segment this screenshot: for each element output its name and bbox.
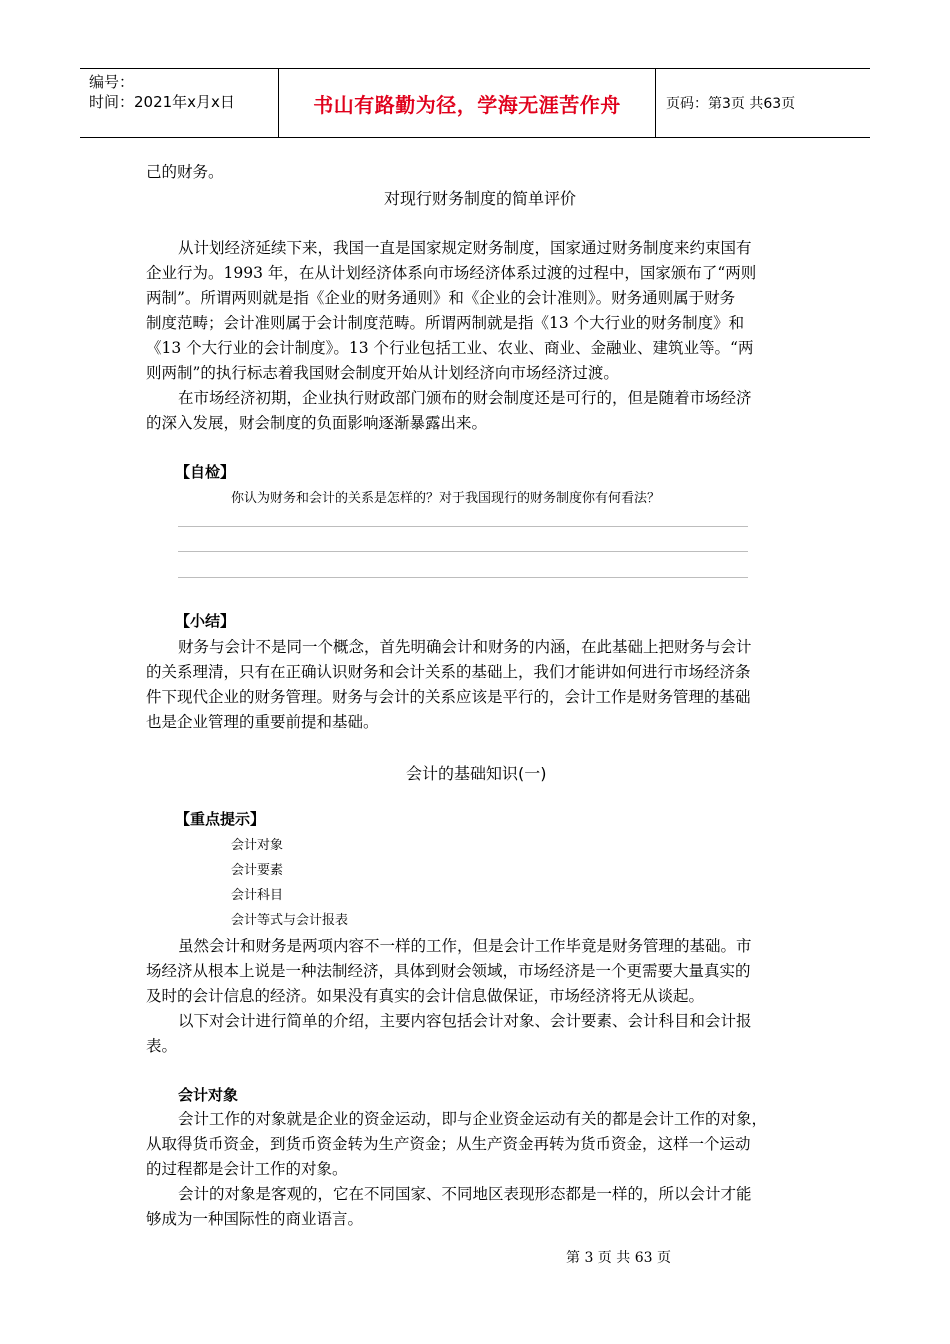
header-page-info-text: 页码：第3页 共63页 — [666, 96, 796, 112]
summary-line: 件下现代企业的财务管理。财务与会计的关系应该是平行的，会计工作是财务管理的基础 — [146, 688, 751, 706]
section2-para1-line: 虽然会计和财务是两项内容不一样的工作，但是会计工作毕竟是财务管理的基础。市 — [178, 937, 752, 955]
section1-para1-line: 制度范畴；会计准则属于会计制度范畴。所谓两制就是指《13 个大行业的财务制度》和 — [146, 314, 745, 332]
section1-para2-line: 在市场经济初期，企业执行财政部门颁布的财会制度还是可行的，但是随着市场经济 — [178, 389, 752, 407]
header-meta — [80, 69, 279, 137]
header-motto-text: 书山有路勤为径，学海无涯苦作舟 — [313, 92, 621, 117]
section2-para3-line: 的过程都是会计工作的对象。 — [146, 1160, 348, 1178]
key-point-item: 会计对象 — [231, 838, 284, 853]
header-number-label: 编号： — [89, 73, 135, 91]
section2-para2-line: 表。 — [146, 1037, 178, 1055]
section2-para4-line: 够成为一种国际性的商业语言。 — [146, 1210, 364, 1228]
section1-para2-line: 的深入发展，财会制度的负面影响逐渐暴露出来。 — [146, 414, 488, 432]
summary-label: 【小结】 — [175, 612, 236, 630]
answer-line — [178, 577, 748, 578]
self-check-question: 你认为财务和会计的关系是怎样的？对于我国现行的财务制度你有何看法？ — [231, 491, 661, 506]
key-point-item: 会计等式与会计报表 — [231, 913, 349, 928]
summary-line: 也是企业管理的重要前提和基础。 — [146, 713, 379, 731]
summary-line: 的关系理清，只有在正确认识财务和会计关系的基础上，我们才能讲如何进行市场经济条 — [146, 663, 751, 681]
page-header — [80, 68, 870, 138]
self-check-label: 【自检】 — [175, 463, 236, 481]
key-point-item: 会计要素 — [231, 863, 284, 878]
lead-line: 己的财务。 — [146, 163, 224, 181]
header-page-info — [656, 69, 870, 137]
answer-line — [178, 551, 748, 552]
section1-para1-line: 企业行为。1993 年，在从计划经济体系向市场经济体系过渡的过程中，国家颁布了“两则 — [146, 264, 757, 282]
section1-para1-line: 两制”。所谓两则就是指《企业的财务通则》和《企业的会计准则》。财务通则属于财务 — [146, 289, 736, 307]
section2-title: 会计的基础知识(一) — [406, 764, 547, 783]
section1-para1-line: 则两制”的执行标志着我国财会制度开始从计划经济向市场经济过渡。 — [146, 364, 619, 382]
section1-para1-line: 《13 个大行业的会计制度》。13 个行业包括工业、农业、商业、金融业、建筑业等。“两 — [146, 339, 754, 357]
key-point-item: 会计科目 — [231, 888, 284, 903]
answer-line — [178, 526, 748, 527]
section1-title: 对现行财务制度的简单评价 — [384, 189, 577, 208]
header-motto — [279, 69, 656, 137]
header-date-label: 时间：2021年x月x日 — [89, 93, 235, 111]
accounting-object-subhead: 会计对象 — [178, 1086, 239, 1104]
section2-para1-line: 场经济从根本上说是一种法制经济，具体到财会领域，市场经济是一个更需要大量真实的 — [146, 962, 751, 980]
section2-para3-line: 从取得货币资金，到货币资金转为生产资金；从生产资金再转为货币资金，这样一个运动 — [146, 1135, 751, 1153]
section1-para1-line: 从计划经济延续下来，我国一直是国家规定财务制度，国家通过财务制度来约束国有 — [178, 239, 752, 257]
section2-para4-line: 会计的对象是客观的，它在不同国家、不同地区表现形态都是一样的，所以会计才能 — [178, 1185, 752, 1203]
section2-para2-line: 以下对会计进行简单的介绍，主要内容包括会计对象、会计要素、会计科目和会计报 — [178, 1012, 752, 1030]
page-footer: 第 3 页 共 63 页 — [566, 1250, 671, 1266]
section2-para3-line: 会计工作的对象就是企业的资金运动，即与企业资金运动有关的都是会计工作的对象， — [178, 1110, 768, 1128]
key-points-label: 【重点提示】 — [175, 810, 266, 828]
summary-line: 财务与会计不是同一个概念，首先明确会计和财务的内涵，在此基础上把财务与会计 — [178, 638, 752, 656]
section2-para1-line: 及时的会计信息的经济。如果没有真实的会计信息做保证，市场经济将无从谈起。 — [146, 987, 705, 1005]
